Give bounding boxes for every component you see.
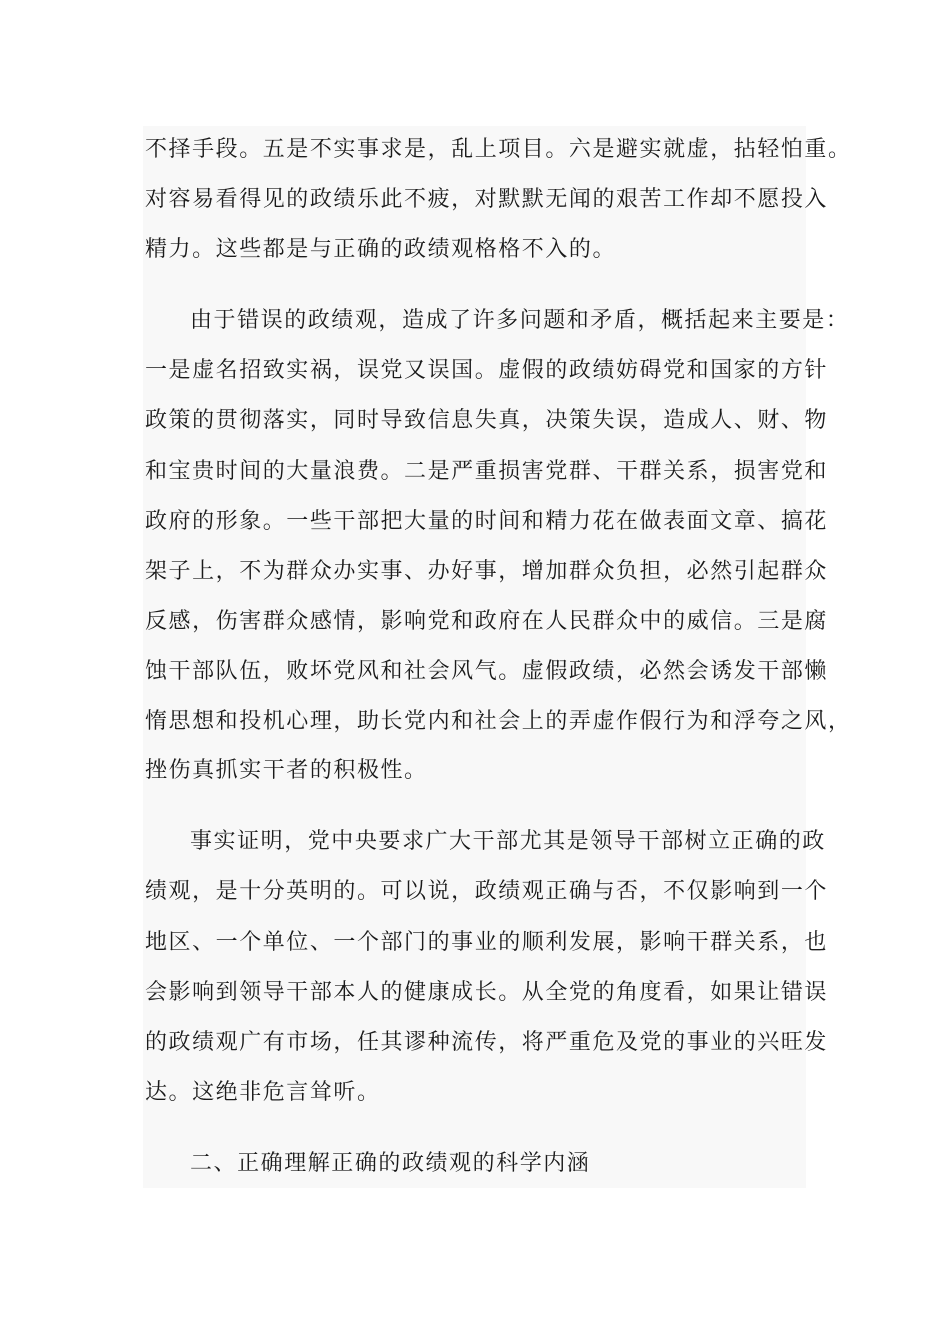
- paragraph-2-line-10: 挫伤真抓实干者的积极性。: [145, 758, 428, 783]
- paragraph-1-line-2: 对容易看得见的政绩乐此不疲，对默默无闻的艰苦工作却不愿投入: [145, 187, 828, 212]
- paragraph-2-line-5: 政府的形象。一些干部把大量的时间和精力花在做表面文章、搞花: [145, 509, 828, 534]
- paragraph-2-line-9: 惰思想和投机心理，助长党内和社会上的弄虚作假行为和浮夸之风，: [145, 709, 852, 734]
- paragraph-3-line-5: 的政绩观广有市场，任其谬种流传，将严重危及党的事业的兴旺发: [145, 1030, 828, 1055]
- paragraph-2-line-8: 蚀干部队伍，败坏党风和社会风气。虚假政绩，必然会诱发干部懒: [145, 659, 828, 684]
- paragraph-1-line-1: 不择手段。五是不实事求是，乱上项目。六是避实就虚，拈轻怕重。: [145, 137, 852, 162]
- paragraph-2-line-7: 反感，伤害群众感情，影响党和政府在人民群众中的威信。三是腐: [145, 609, 828, 634]
- paragraph-3-line-3: 地区、一个单位、一个部门的事业的顺利发展，影响干群关系，也: [145, 930, 828, 955]
- paragraph-3-line-2: 绩观，是十分英明的。可以说，政绩观正确与否，不仅影响到一个: [145, 879, 828, 904]
- section-heading: 二、正确理解正确的政绩观的科学内涵: [190, 1151, 591, 1176]
- paragraph-1-line-3: 精力。这些都是与正确的政绩观格格不入的。: [145, 237, 617, 262]
- paragraph-2-line-2: 一是虚名招致实祸，误党又误国。虚假的政绩妨碍党和国家的方针: [145, 358, 828, 383]
- paragraph-3-line-4: 会影响到领导干部本人的健康成长。从全党的角度看，如果让错误: [145, 980, 828, 1005]
- paragraph-2-line-3: 政策的贯彻落实，同时导致信息失真，决策失误，造成人、财、物: [145, 408, 828, 433]
- paragraph-3-line-6: 达。这绝非危言耸听。: [145, 1080, 381, 1105]
- paragraph-2-line-4: 和宝贵时间的大量浪费。二是严重损害党群、干群关系，损害党和: [145, 459, 828, 484]
- paragraph-3-line-1: 事实证明，党中央要求广大干部尤其是领导干部树立正确的政: [190, 829, 826, 854]
- paragraph-2-line-6: 架子上，不为群众办实事、办好事，增加群众负担，必然引起群众: [145, 559, 828, 584]
- paragraph-2-line-1: 由于错误的政绩观，造成了许多问题和矛盾，概括起来主要是：: [190, 308, 850, 333]
